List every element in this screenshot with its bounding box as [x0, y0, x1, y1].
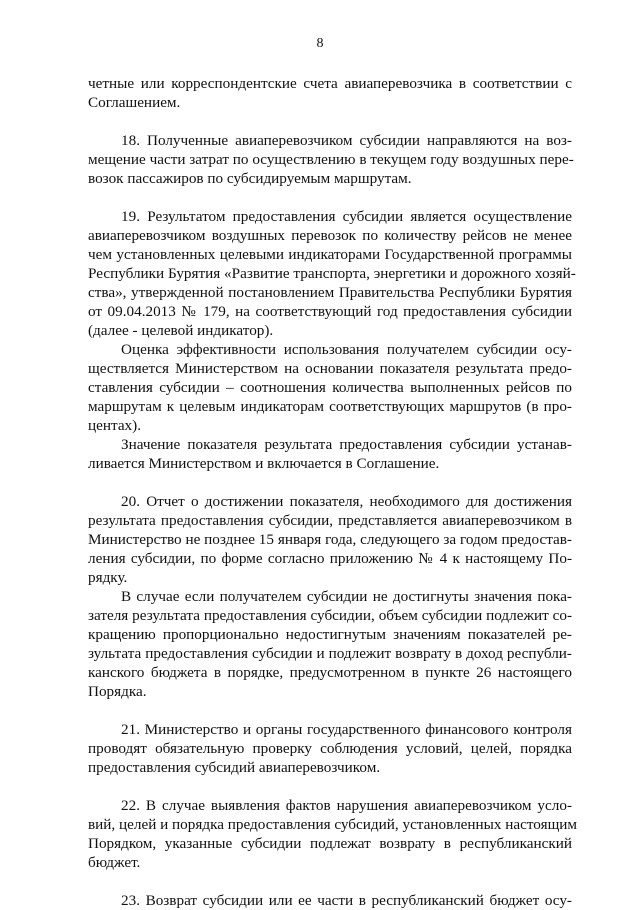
text-line: Значение показателя результата предоставления субсидии устанав-	[121, 436, 572, 453]
text-line: результата предоставления субсидии, представляется авиаперевозчиком в	[88, 512, 572, 529]
document-body	[88, 74, 578, 910]
text-line: Республики Бурятия «Развитие транспорта, энергетики и дорожного хозяй-	[88, 265, 576, 282]
paragraph	[88, 74, 572, 112]
text-line: 19. Результатом предоставления субсидии является осуществление	[121, 208, 572, 225]
paragraph	[88, 720, 572, 777]
text-line: кращению пропорционально недостигнутым значениям показателей ре-	[88, 626, 572, 643]
paragraph	[88, 891, 572, 910]
text-line: В случае если получателем субсидии не достигнуты значения пока-	[121, 588, 572, 605]
text-line: зультата предоставления субсидии и подлежит возврату в доход республи-	[88, 645, 572, 662]
paragraph	[88, 340, 572, 435]
paragraph	[88, 492, 572, 587]
text-line: центах).	[88, 417, 142, 434]
text-line: канского бюджета в порядке, предусмотренном в пункте 26 настоящего	[88, 664, 572, 681]
text-line: бюджет.	[88, 854, 141, 871]
text-line: проводят обязательную проверку соблюдения условий, целей, порядка	[88, 740, 572, 757]
text-line: Порядка.	[88, 683, 147, 700]
text-line: ществляется Министерством на основании показателя результата предо-	[88, 360, 572, 377]
text-line: возок пассажиров по субсидируемым маршрутам.	[88, 170, 412, 187]
paragraph-gap	[88, 112, 572, 131]
text-line: 18. Полученные авиаперевозчиком субсидии направляются на воз-	[121, 132, 572, 149]
text-line: 22. В случае выявления фактов нарушения авиаперевозчиком усло-	[121, 797, 572, 814]
paragraph	[88, 131, 572, 188]
text-line: ставления субсидии – соотношения количества выполненных рейсов по	[88, 379, 572, 396]
text-line: Соглашением.	[88, 94, 181, 111]
paragraph-gap	[88, 872, 572, 891]
text-line: чем установленных целевыми индикаторами Государственной программы	[88, 246, 572, 263]
text-line: авиаперевозчиком воздушных перевозок по количеству рейсов не менее	[88, 227, 572, 244]
text-line: (далее - целевой индикатор).	[88, 322, 274, 339]
text-line: вий, целей и порядка предоставления субсидий, установленных настоящим	[88, 816, 578, 833]
text-line: от 09.04.2013 № 179, на соответствующий год предоставления субсидии	[88, 303, 572, 320]
paragraph-gap	[88, 188, 572, 207]
text-line: мещение части затрат по осуществлению в текущем году воздушных пере-	[88, 151, 574, 168]
paragraph-gap	[88, 701, 572, 720]
text-line: предоставления субсидий авиаперевозчиком.	[88, 759, 381, 776]
text-line: зателя результата предоставления субсидии, объем субсидии подлежит со-	[88, 607, 572, 624]
paragraph	[88, 435, 572, 473]
text-line: 20. Отчет о достижении показателя, необходимого для достижения	[121, 493, 572, 510]
text-line: 23. Возврат субсидии или ее части в республиканский бюджет осу-	[121, 892, 572, 909]
paragraph	[88, 587, 572, 701]
text-line: рядку.	[88, 569, 128, 586]
paragraph	[88, 207, 576, 340]
text-line: 21. Министерство и органы государственного финансового контроля	[121, 721, 572, 738]
text-line: Министерство не позднее 15 января года, следующего за годом предостав-	[88, 531, 572, 548]
text-line: четные или корреспондентские счета авиаперевозчика в соответствии с	[88, 75, 572, 92]
paragraph-gap	[88, 473, 572, 492]
text-line: Порядком, указанные субсидии подлежат возврату в республиканский	[88, 835, 572, 852]
text-line: Оценка эффективности использования получателем субсидии осу-	[121, 341, 572, 358]
text-line: ливается Министерством и включается в Соглашение.	[88, 455, 440, 472]
paragraph	[88, 796, 578, 872]
text-line: маршрутам к целевым индикаторам соответствующих маршрутов (в про-	[88, 398, 572, 415]
paragraph-gap	[88, 777, 572, 796]
text-line: ства», утвержденной постановлением Правительства Республики Бурятия	[88, 284, 572, 301]
text-line: ления субсидии, по форме согласно приложению № 4 к настоящему По-	[88, 550, 572, 567]
page-number: 8	[316, 36, 324, 51]
